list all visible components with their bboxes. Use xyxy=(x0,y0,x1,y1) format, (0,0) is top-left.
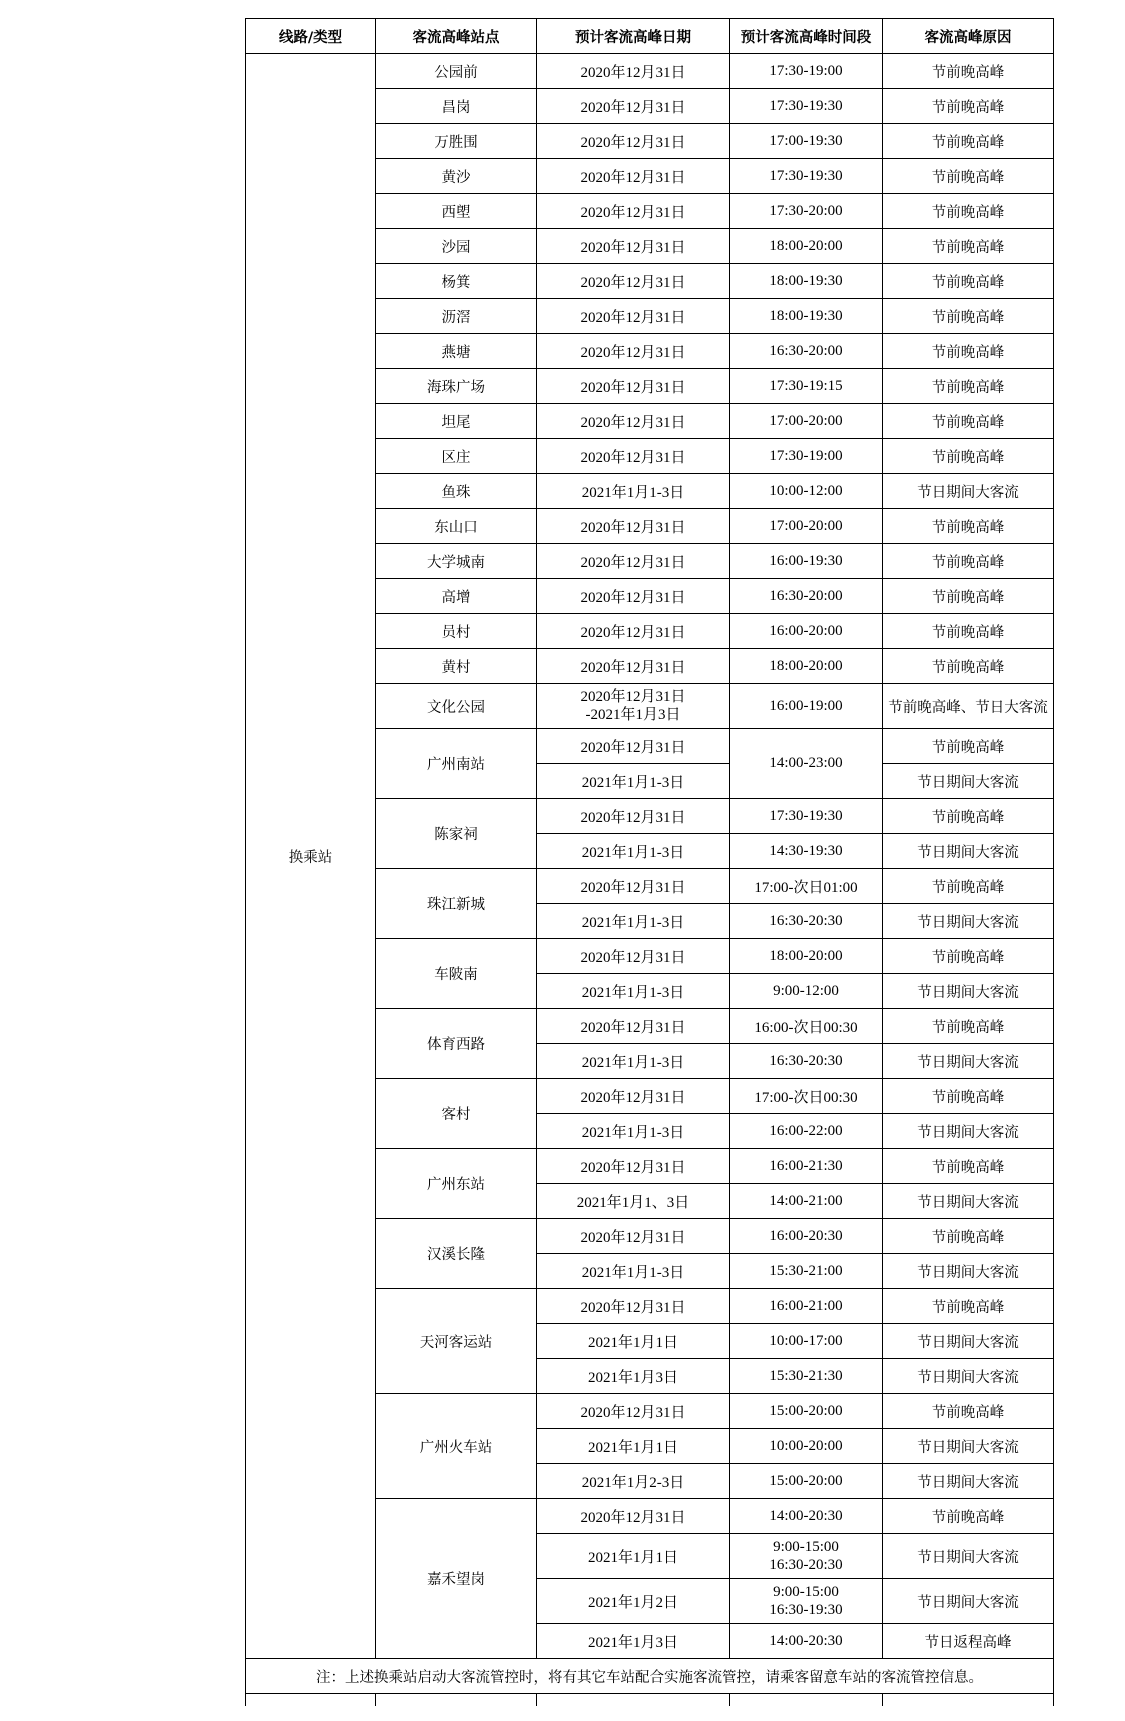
date-cell: 2020年12月31日 xyxy=(537,799,730,834)
time-cell: 18:00-20:00 xyxy=(730,229,883,264)
note-row xyxy=(246,1659,1054,1694)
date-cell: 2020年12月31日 xyxy=(537,1219,730,1254)
date-cell: 2021年1月1-3日 xyxy=(537,1254,730,1289)
time-cell: 17:30-19:15 xyxy=(730,369,883,404)
date-cell: 2020年12月31日 xyxy=(537,439,730,474)
date-cell: 2021年1月1-3日 xyxy=(537,974,730,1009)
station-cell: 广州南站 xyxy=(376,729,537,799)
date-cell: 2020年12月31日 xyxy=(537,54,730,89)
date-cell: 2020年12月31日 xyxy=(537,229,730,264)
date-cell: 2020年12月31日 xyxy=(537,334,730,369)
date-cell: 2020年12月31日 xyxy=(537,194,730,229)
date-cell xyxy=(537,684,730,729)
date-cell: 2021年1月1、3日 xyxy=(537,1184,730,1219)
station-cell: 燕塘 xyxy=(376,334,537,369)
time-cell: 10:00-20:00 xyxy=(730,1429,883,1464)
time-cell: 16:00-21:00 xyxy=(730,1289,883,1324)
peak-flow-table xyxy=(245,18,1054,1706)
station-cell: 体育西路 xyxy=(376,1009,537,1079)
reason-cell: 节前晚高峰 xyxy=(883,1149,1054,1184)
time-cell: 14:00-21:00 xyxy=(730,1184,883,1219)
time-cell: 14:00-20:30 xyxy=(730,1624,883,1659)
date-cell: 2020年12月31日 xyxy=(537,1149,730,1184)
time-cell: 18:00-20:00 xyxy=(730,649,883,684)
time-cell: 17:30-19:30 xyxy=(730,159,883,194)
date-cell: 2020年12月31日 xyxy=(537,159,730,194)
time-cell: 16:30-20:00 xyxy=(730,579,883,614)
date-cell: 2021年1月1日 xyxy=(537,1534,730,1579)
time-cell: 18:00-19:30 xyxy=(730,299,883,334)
time-cell: 16:00-19:00 xyxy=(730,684,883,729)
time-cell: 17:30-19:00 xyxy=(730,439,883,474)
reason-cell: 节前晚高峰 xyxy=(883,334,1054,369)
time-cell: 18:00-20:00 xyxy=(730,939,883,974)
time-cell: 15:00-20:00 xyxy=(730,1464,883,1499)
time-cell: 17:00-20:00 xyxy=(730,509,883,544)
station-cell: 嘉禾望岗 xyxy=(376,1499,537,1659)
reason-cell: 节前晚高峰 xyxy=(883,614,1054,649)
reason-cell: 节前晚高峰 xyxy=(883,369,1054,404)
date-cell: 2020年12月31日 xyxy=(537,869,730,904)
reason-cell: 节日期间大客流 xyxy=(883,834,1054,869)
station-cell: 公园前 xyxy=(376,54,537,89)
reason-cell: 节日期间大客流 xyxy=(883,1579,1054,1624)
date-line: -2021年1月3日 xyxy=(585,707,681,723)
reason-cell: 节前晚高峰 xyxy=(883,729,1054,764)
reason-cell: 节前晚高峰 xyxy=(883,799,1054,834)
reason-cell: 节前晚高峰 xyxy=(883,1394,1054,1429)
time-cell: 17:30-19:30 xyxy=(730,799,883,834)
date-cell: 2020年12月31日 xyxy=(537,89,730,124)
station-cell: 天河客运站 xyxy=(376,1289,537,1394)
reason-cell: 节前晚高峰 xyxy=(883,229,1054,264)
continuation-row xyxy=(246,1694,1054,1707)
reason-cell: 节前晚高峰 xyxy=(883,1499,1054,1534)
date-cell: 2020年12月31日 xyxy=(537,369,730,404)
time-line: 16:30-20:30 xyxy=(769,1557,843,1573)
date-cell: 2020年12月31日 xyxy=(537,649,730,684)
continuation-cell xyxy=(246,1694,376,1707)
reason-cell: 节前晚高峰 xyxy=(883,649,1054,684)
peak-flow-table-sheet xyxy=(245,18,1053,1706)
station-cell: 陈家祠 xyxy=(376,799,537,869)
date-cell: 2021年1月1-3日 xyxy=(537,1044,730,1079)
header-line-type: 线路/类型 xyxy=(246,19,376,54)
date-cell: 2021年1月1-3日 xyxy=(537,1114,730,1149)
station-cell: 沥滘 xyxy=(376,299,537,334)
reason-cell: 节前晚高峰 xyxy=(883,869,1054,904)
time-line: 16:30-19:30 xyxy=(769,1602,843,1618)
station-cell: 杨箕 xyxy=(376,264,537,299)
reason-cell: 节前晚高峰 xyxy=(883,1079,1054,1114)
date-cell: 2020年12月31日 xyxy=(537,1499,730,1534)
date-cell: 2021年1月2-3日 xyxy=(537,1464,730,1499)
date-cell: 2020年12月31日 xyxy=(537,299,730,334)
reason-cell: 节前晚高峰 xyxy=(883,1219,1054,1254)
station-cell: 黄沙 xyxy=(376,159,537,194)
date-cell: 2021年1月1日 xyxy=(537,1324,730,1359)
date-cell: 2020年12月31日 xyxy=(537,509,730,544)
time-cell: 15:30-21:00 xyxy=(730,1254,883,1289)
header-date: 预计客流高峰日期 xyxy=(537,19,730,54)
date-cell: 2020年12月31日 xyxy=(537,1289,730,1324)
time-cell: 16:00-次日00:30 xyxy=(730,1009,883,1044)
reason-cell: 节日期间大客流 xyxy=(883,1359,1054,1394)
date-cell: 2021年1月1日 xyxy=(537,1429,730,1464)
station-cell: 广州东站 xyxy=(376,1149,537,1219)
continuation-cell xyxy=(730,1694,883,1707)
time-cell: 14:00-23:00 xyxy=(730,729,883,799)
line-type-cell: 换乘站 xyxy=(246,54,376,1659)
station-cell: 文化公园 xyxy=(376,684,537,729)
date-cell: 2020年12月31日 xyxy=(537,614,730,649)
time-line: 9:00-15:00 xyxy=(773,1539,839,1555)
reason-cell: 节前晚高峰 xyxy=(883,264,1054,299)
time-cell: 16:00-20:30 xyxy=(730,1219,883,1254)
reason-cell: 节前晚高峰 xyxy=(883,579,1054,614)
station-cell: 客村 xyxy=(376,1079,537,1149)
time-cell: 18:00-19:30 xyxy=(730,264,883,299)
date-cell: 2021年1月2日 xyxy=(537,1579,730,1624)
time-cell: 17:00-19:30 xyxy=(730,124,883,159)
time-cell: 16:00-20:00 xyxy=(730,614,883,649)
time-cell: 17:30-19:30 xyxy=(730,89,883,124)
date-cell: 2021年1月3日 xyxy=(537,1624,730,1659)
date-cell: 2021年1月3日 xyxy=(537,1359,730,1394)
reason-cell: 节前晚高峰 xyxy=(883,544,1054,579)
reason-cell: 节日返程高峰 xyxy=(883,1624,1054,1659)
time-cell: 9:00-12:00 xyxy=(730,974,883,1009)
date-cell: 2020年12月31日 xyxy=(537,729,730,764)
date-cell: 2020年12月31日 xyxy=(537,1009,730,1044)
header-reason: 客流高峰原因 xyxy=(883,19,1054,54)
reason-cell: 节日期间大客流 xyxy=(883,1184,1054,1219)
station-cell: 海珠广场 xyxy=(376,369,537,404)
reason-cell: 节日期间大客流 xyxy=(883,1429,1054,1464)
time-cell: 14:00-20:30 xyxy=(730,1499,883,1534)
station-cell: 西塱 xyxy=(376,194,537,229)
reason-cell: 节前晚高峰 xyxy=(883,509,1054,544)
reason-cell: 节前晚高峰 xyxy=(883,939,1054,974)
reason-cell: 节前晚高峰 xyxy=(883,89,1054,124)
reason-cell: 节前晚高峰 xyxy=(883,54,1054,89)
reason-cell: 节前晚高峰 xyxy=(883,1009,1054,1044)
time-cell: 14:30-19:30 xyxy=(730,834,883,869)
station-cell: 车陂南 xyxy=(376,939,537,1009)
note-cell: 注：上述换乘站启动大客流管控时，将有其它车站配合实施客流管控，请乘客留意车站的客流管控信息。 xyxy=(246,1659,1054,1694)
time-cell: 16:30-20:30 xyxy=(730,1044,883,1079)
reason-cell: 节日期间大客流 xyxy=(883,1464,1054,1499)
date-cell: 2020年12月31日 xyxy=(537,544,730,579)
time-cell xyxy=(730,1534,883,1579)
time-cell: 10:00-17:00 xyxy=(730,1324,883,1359)
reason-cell: 节日期间大客流 xyxy=(883,764,1054,799)
date-cell: 2021年1月1-3日 xyxy=(537,834,730,869)
date-cell: 2020年12月31日 xyxy=(537,939,730,974)
continuation-cell xyxy=(537,1694,730,1707)
reason-cell: 节前晚高峰 xyxy=(883,194,1054,229)
header-row xyxy=(246,19,1054,54)
station-cell: 区庄 xyxy=(376,439,537,474)
reason-cell: 节日期间大客流 xyxy=(883,1114,1054,1149)
station-cell: 黄村 xyxy=(376,649,537,684)
reason-cell: 节日期间大客流 xyxy=(883,1534,1054,1579)
reason-cell: 节前晚高峰 xyxy=(883,439,1054,474)
time-cell: 15:00-20:00 xyxy=(730,1394,883,1429)
reason-cell: 节前晚高峰 xyxy=(883,299,1054,334)
table-body xyxy=(246,54,1054,1707)
time-line: 9:00-15:00 xyxy=(773,1584,839,1600)
time-cell: 15:30-21:30 xyxy=(730,1359,883,1394)
station-cell: 坦尾 xyxy=(376,404,537,439)
station-cell: 汉溪长隆 xyxy=(376,1219,537,1289)
station-cell: 珠江新城 xyxy=(376,869,537,939)
time-cell xyxy=(730,1579,883,1624)
date-cell: 2020年12月31日 xyxy=(537,264,730,299)
time-cell: 16:30-20:00 xyxy=(730,334,883,369)
date-cell: 2021年1月1-3日 xyxy=(537,764,730,799)
date-cell: 2020年12月31日 xyxy=(537,1394,730,1429)
station-cell: 东山口 xyxy=(376,509,537,544)
time-cell: 16:00-21:30 xyxy=(730,1149,883,1184)
reason-cell: 节前晚高峰 xyxy=(883,159,1054,194)
station-cell: 大学城南 xyxy=(376,544,537,579)
station-cell: 昌岗 xyxy=(376,89,537,124)
reason-cell: 节前晚高峰 xyxy=(883,404,1054,439)
continuation-cell xyxy=(376,1694,537,1707)
reason-cell: 节日期间大客流 xyxy=(883,1254,1054,1289)
station-cell: 员村 xyxy=(376,614,537,649)
date-cell: 2020年12月31日 xyxy=(537,579,730,614)
time-cell: 17:30-19:00 xyxy=(730,54,883,89)
time-cell: 17:00-20:00 xyxy=(730,404,883,439)
station-cell: 万胜围 xyxy=(376,124,537,159)
continuation-cell xyxy=(883,1694,1054,1707)
date-cell: 2020年12月31日 xyxy=(537,124,730,159)
date-cell: 2020年12月31日 xyxy=(537,404,730,439)
header-station: 客流高峰站点 xyxy=(376,19,537,54)
time-cell: 10:00-12:00 xyxy=(730,474,883,509)
station-cell: 沙园 xyxy=(376,229,537,264)
reason-cell: 节前晚高峰、节日大客流 xyxy=(883,684,1054,729)
station-cell: 鱼珠 xyxy=(376,474,537,509)
time-cell: 16:00-22:00 xyxy=(730,1114,883,1149)
table-row xyxy=(246,54,1054,89)
reason-cell: 节日期间大客流 xyxy=(883,1044,1054,1079)
date-line: 2020年12月31日 xyxy=(580,689,686,705)
time-cell: 17:00-次日00:30 xyxy=(730,1079,883,1114)
station-cell: 广州火车站 xyxy=(376,1394,537,1499)
time-cell: 17:30-20:00 xyxy=(730,194,883,229)
time-cell: 17:00-次日01:00 xyxy=(730,869,883,904)
time-cell: 16:30-20:30 xyxy=(730,904,883,939)
date-cell: 2020年12月31日 xyxy=(537,1079,730,1114)
reason-cell: 节前晚高峰 xyxy=(883,124,1054,159)
reason-cell: 节前晚高峰 xyxy=(883,1289,1054,1324)
time-cell: 16:00-19:30 xyxy=(730,544,883,579)
reason-cell: 节日期间大客流 xyxy=(883,974,1054,1009)
header-time: 预计客流高峰时间段 xyxy=(730,19,883,54)
reason-cell: 节日期间大客流 xyxy=(883,474,1054,509)
date-cell: 2021年1月1-3日 xyxy=(537,904,730,939)
station-cell: 高增 xyxy=(376,579,537,614)
date-cell: 2021年1月1-3日 xyxy=(537,474,730,509)
reason-cell: 节日期间大客流 xyxy=(883,904,1054,939)
reason-cell: 节日期间大客流 xyxy=(883,1324,1054,1359)
